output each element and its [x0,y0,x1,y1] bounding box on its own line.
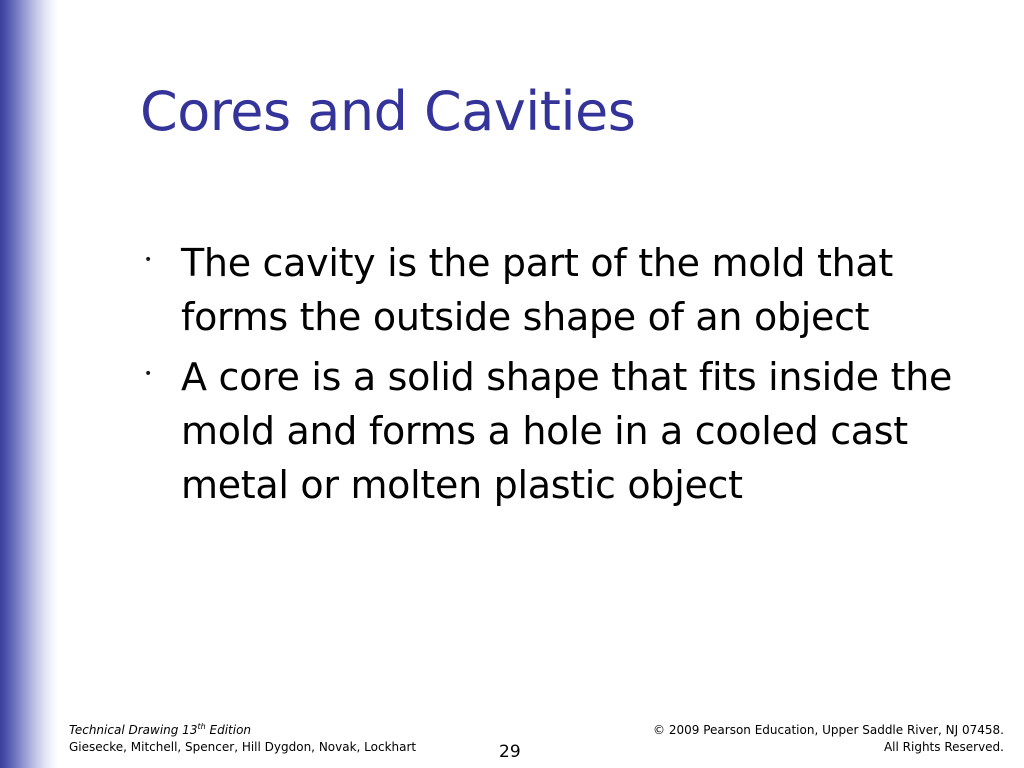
slide-title: Cores and Cavities [140,80,636,143]
bullet-text: A core is a solid shape that fits inside the mold and forms a hole in a cooled cast metal or molten plastic object [181,355,953,507]
copyright-line-2: All Rights Reserved. [883,740,1004,754]
edition-word: Edition [205,723,252,737]
copyright-line-1: © 2009 Pearson Education, Upper Saddle River, NJ 07458. [653,723,1004,737]
edition-superscript: th [197,722,206,731]
side-gradient-band [0,0,58,768]
footer-book-info [69,722,416,756]
bullet-text: The cavity is the part of the mold that forms the outside shape of an object [181,241,893,339]
footer-copyright [653,722,1004,756]
book-title: Technical Drawing 13 [69,723,198,737]
bullet-item [140,236,980,344]
bullet-marker: • [144,252,153,268]
book-authors: Giesecke, Mitchell, Spencer, Hill Dygdon, Novak, Lockhart [69,740,417,754]
bullet-marker: • [144,366,153,382]
book-title-line [69,722,416,739]
bullet-item [140,350,980,512]
page-number: 29 [499,742,521,762]
bullet-list [140,236,980,518]
